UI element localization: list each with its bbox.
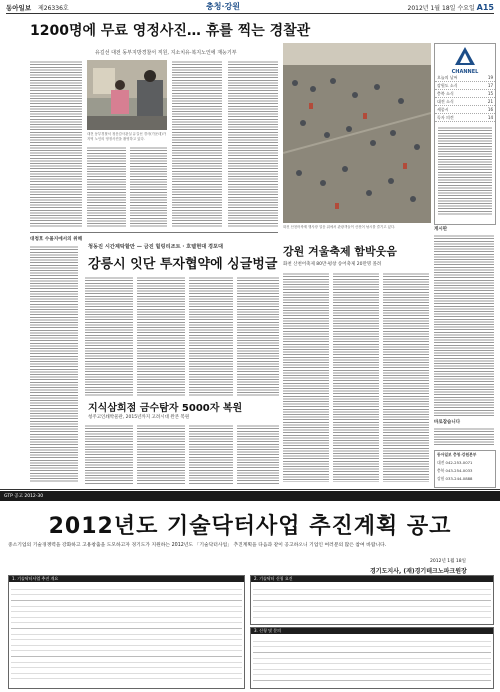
ad-box-3-table bbox=[253, 636, 491, 684]
contact-line: 강원 033-244-0888 bbox=[437, 476, 473, 481]
issue-number: 제26336호 bbox=[38, 5, 69, 12]
section-title: 충청·강원 bbox=[206, 2, 240, 11]
article1-subhead: 유길선 대전 동부지방경찰서 직원, 지소치유·복지노인에 재능기부 bbox=[95, 50, 237, 56]
divider bbox=[30, 232, 278, 233]
ad-label: GTP 공고 2012-30 bbox=[4, 494, 44, 499]
column-text bbox=[30, 245, 78, 483]
ad-title: 2012년도 기술닥터사업 추진계획 공고 bbox=[48, 514, 452, 539]
article1-text-col3 bbox=[130, 146, 167, 228]
article3-text-col4 bbox=[237, 424, 279, 484]
channel-arrow-icon bbox=[455, 47, 475, 65]
article4-text-col1 bbox=[283, 272, 329, 482]
channel-item[interactable]: 충북 소식 15 bbox=[437, 91, 493, 96]
article2-text-col1 bbox=[85, 276, 133, 396]
article2-text-col3 bbox=[189, 276, 233, 396]
correction-label: 바로잡습니다 bbox=[434, 420, 461, 425]
contact-line: 충북 043-254-0033 bbox=[437, 468, 473, 473]
article4-text-col3 bbox=[383, 272, 429, 482]
column-title: 대청호 수몰지에서의 위해 bbox=[30, 237, 83, 242]
article4-photo bbox=[283, 43, 431, 223]
article1-text-col4 bbox=[172, 60, 222, 228]
ad-box-1 bbox=[8, 575, 245, 689]
ad-sign-date: 2012년 1월 18일 bbox=[430, 559, 466, 564]
contact-box bbox=[434, 450, 496, 488]
channel-header bbox=[435, 44, 495, 74]
article4-headline: 강원 겨울축제 함박웃음 bbox=[283, 245, 397, 258]
article1-photo-caption: 대전 동부경찰서 청문감사관실 유길선 경사(가운데)가 지역 노인의 영정사진을 촬영하고 있다. bbox=[87, 132, 167, 142]
bulletin-text bbox=[434, 234, 494, 416]
article1-text-col5 bbox=[228, 60, 278, 228]
article2-headline: 강릉시 잇단 투자협약에 싱글벙글 bbox=[88, 257, 278, 272]
channel-item[interactable]: 오늘의 날씨 19 bbox=[437, 75, 493, 80]
ad-label-bar bbox=[0, 491, 500, 501]
article1-headline: 1200명에 무료 영정사진… 휴를 찍는 경찰관 bbox=[30, 23, 311, 39]
ad-box-1-table bbox=[11, 584, 242, 684]
page-header bbox=[6, 0, 494, 14]
channel-item[interactable]: 강원도 소식 17 bbox=[437, 83, 493, 88]
contact-line: 대전 042-253-0071 bbox=[437, 460, 473, 465]
ad-signer: 경기도지사, (재)경기테크노파크원장 bbox=[370, 568, 467, 575]
article1-text-col2 bbox=[87, 146, 126, 228]
ad-box-3-title: 3. 신청 및 문의 bbox=[251, 628, 493, 634]
correction-text bbox=[434, 427, 494, 447]
article3-text-col2 bbox=[137, 424, 185, 484]
ad-box-3 bbox=[250, 627, 494, 689]
article2-text-col2 bbox=[137, 276, 185, 396]
ad-box-1-title: 1. 기술닥터사업 추진 개요 bbox=[9, 576, 244, 582]
article2-kicker: 청동진 시간제탁할만 — 금진 힐링리조트 · 호텔현대 경포대 bbox=[88, 244, 224, 250]
article1-photo bbox=[87, 60, 167, 130]
ad-box-2 bbox=[250, 575, 494, 625]
channel-item[interactable]: 세종시 16 bbox=[437, 107, 493, 112]
article3-subhead: 청주고인쇄박물관, 2015년까지 고려시대 완본 복원 bbox=[88, 415, 190, 420]
contact-title: 동아일보 충청·강원본부 bbox=[437, 452, 477, 457]
article4-subhead: 화천 산천어축제 80만·평창 송어축제 20만명 몰려 bbox=[283, 262, 382, 267]
article4-text-col2 bbox=[333, 272, 379, 482]
article4-photo-caption: 화천 산천어축제 행사장 얼음 위에서 관광객들이 산천어 낚시를 즐기고 있다. bbox=[283, 225, 396, 229]
article3-headline: 지식삼희점 금수탐자 5000자 복원 bbox=[88, 403, 243, 414]
article3-text-col3 bbox=[189, 424, 233, 484]
article2-text-col4 bbox=[237, 276, 279, 396]
bulletin-label: 게시판 bbox=[434, 227, 448, 232]
issue-date: 2012년 1월 18일 수요일 A15 bbox=[407, 3, 494, 12]
channel-text bbox=[438, 126, 492, 216]
ad-intro: 중소기업의 기술경쟁력을 강화하고 고용창출을 도모하고자 경기도가 지원하는 2012년도 「기술닥터사업」 추진계획을 다음과 같이 공고하오니 기업인 여러분의 많은 참여 바랍니다. bbox=[8, 543, 387, 548]
article3-text-col1 bbox=[85, 424, 133, 484]
article1-text-col1 bbox=[30, 60, 82, 228]
channel-box bbox=[434, 43, 496, 225]
channel-item[interactable]: 대전 소식 21 bbox=[437, 99, 493, 104]
ad-box-2-title: 2. 기술닥터 신청 요건 bbox=[251, 576, 493, 582]
channel-title: CHANNEL bbox=[451, 69, 479, 75]
ad-box-2-table bbox=[253, 584, 491, 620]
channel-item[interactable]: 독자 의견 14 bbox=[437, 115, 493, 120]
paper-logo: 동아일보 bbox=[6, 4, 32, 12]
